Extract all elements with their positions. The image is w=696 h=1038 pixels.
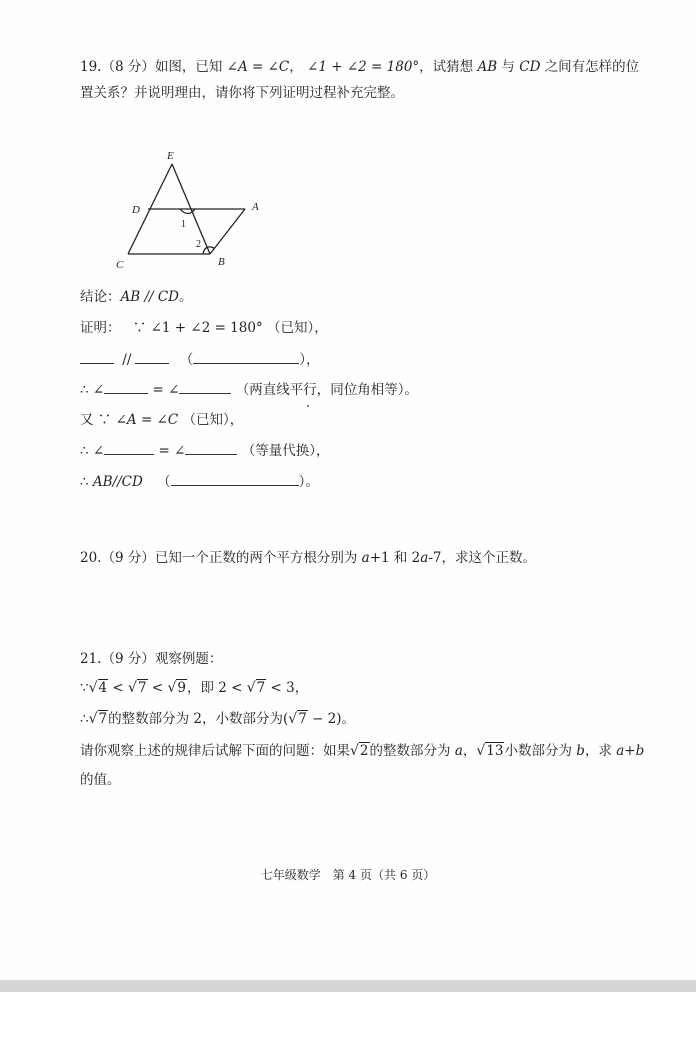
q19-cd: CD xyxy=(519,59,541,75)
q19-proof-step2 xyxy=(80,350,319,370)
therefore-angle: ∴ ∠ xyxy=(80,443,105,459)
q21-line2 xyxy=(80,678,308,698)
page-separator xyxy=(0,980,696,992)
q21-line1: 21.（9 分）观察例题： xyxy=(80,651,223,667)
because-symbol: ∵ xyxy=(80,680,89,696)
q19-conclusion xyxy=(80,287,193,307)
q21-text: 小数部分为 xyxy=(504,743,577,759)
parallel-symbol: // xyxy=(122,352,132,368)
proof-reason: （等量代换）， xyxy=(241,443,330,459)
q19-ab: AB xyxy=(477,59,498,75)
equals-angle: = ∠ xyxy=(152,382,180,398)
q19-text: 与 xyxy=(497,59,520,75)
sqrt-7: √7 xyxy=(128,680,147,696)
q19-text: 。 xyxy=(179,289,193,305)
q21-line3 xyxy=(80,709,355,729)
proof-label: 证明： xyxy=(80,320,121,336)
label-a: A xyxy=(252,201,259,213)
q21-text: 的整数部分为 xyxy=(369,743,455,759)
q19-given-angle: ∠A = ∠C xyxy=(226,59,290,75)
reason-blank[interactable] xyxy=(193,350,299,364)
q19-proof-step3 xyxy=(80,380,418,400)
answer-blank[interactable] xyxy=(135,350,169,364)
label-angle-1: 1 xyxy=(181,219,186,230)
stray-mark xyxy=(307,405,309,407)
sqrt-13: √13 xyxy=(476,743,504,759)
q20-line xyxy=(80,548,536,568)
q19-proof-step6 xyxy=(80,472,319,492)
proof-reason: （已知）， xyxy=(182,412,244,428)
q21-text: < 3， xyxy=(266,680,309,696)
answer-blank[interactable] xyxy=(80,350,114,364)
proof-given: ∠A = ∠C xyxy=(115,412,179,428)
therefore: ∴ xyxy=(80,474,93,490)
q19-proof-step5 xyxy=(80,441,329,461)
q19-given-sum: ∠1 + ∠2 = 180° xyxy=(307,59,420,75)
answer-blank[interactable] xyxy=(104,380,148,394)
answer-blank[interactable] xyxy=(104,441,154,455)
label-c: C xyxy=(116,259,124,270)
q20-text: +1 和 2 xyxy=(369,550,421,566)
q21-text: 的整数部分为 2，小数部分为( xyxy=(108,711,289,727)
reason-blank[interactable] xyxy=(171,472,299,486)
q20-text: -7，求这个正数。 xyxy=(428,550,536,566)
sqrt-2: √2 xyxy=(350,743,369,759)
sqrt-4: √4 xyxy=(88,680,108,696)
label-d: D xyxy=(132,204,140,216)
conclusion-label: 结论： xyxy=(80,289,121,305)
q21-text: − 2)。 xyxy=(307,711,356,727)
q21-text: ， xyxy=(462,743,477,759)
less-than: < xyxy=(147,680,168,696)
answer-blank[interactable] xyxy=(185,441,237,455)
q20-var: a xyxy=(420,550,429,566)
label-angle-2: 2 xyxy=(196,239,201,250)
label-e: E xyxy=(167,150,174,162)
q19-text: 之间有怎样的位 xyxy=(540,59,640,75)
sqrt-9: √9 xyxy=(167,680,186,696)
q19-text: ， xyxy=(289,59,308,75)
q19-line1 xyxy=(80,57,639,77)
line-ab xyxy=(210,209,245,254)
less-than: < xyxy=(108,680,129,696)
sqrt-7: √7 xyxy=(246,680,266,696)
q19-proof-step1 xyxy=(80,318,328,338)
proof-reason: （已知）， xyxy=(267,320,328,336)
q21-text: ，即 2 < xyxy=(186,680,247,696)
q19-proof-step4 xyxy=(80,410,243,430)
q21-text: ，求 xyxy=(584,743,617,759)
q21-var: a xyxy=(454,743,463,759)
therefore-angle: ∴ ∠ xyxy=(80,382,105,398)
therefore-symbol: ∴ xyxy=(80,711,89,727)
geometry-figure xyxy=(110,146,270,270)
paren-open: （ xyxy=(157,474,171,490)
equals-angle: = ∠ xyxy=(158,443,186,459)
paren-open: （ xyxy=(179,352,194,368)
q21-line4 xyxy=(80,741,644,761)
q21-line5: 的值。 xyxy=(80,772,121,788)
label-b: B xyxy=(218,256,225,268)
proof-conclusion: AB//CD xyxy=(92,474,143,490)
q20-text: 20.（9 分）已知一个正数的两个平方根分别为 xyxy=(80,550,362,566)
conclusion-statement: AB // CD xyxy=(120,289,180,305)
paren-close: ）， xyxy=(299,352,320,368)
q21-var: b xyxy=(576,743,585,759)
answer-blank[interactable] xyxy=(179,380,231,394)
page-footer: 七年级数学 第 4 页（共 6 页） xyxy=(260,868,436,882)
sqrt-7: √7 xyxy=(288,711,307,727)
proof-reason: （两直线平行，同位角相等）。 xyxy=(235,382,418,398)
q19-line2: 置关系？并说明理由，请你将下列证明过程补充完整。 xyxy=(80,85,404,101)
q19-text: 19.（8 分）如图，已知 xyxy=(80,59,227,75)
also-because: 又 ∵ xyxy=(80,412,116,428)
proof-given: ∵ ∠1 + ∠2 = 180° xyxy=(132,320,263,336)
sqrt-7: √7 xyxy=(88,711,108,727)
q19-text: ，试猜想 xyxy=(419,59,478,75)
q21-var: a+b xyxy=(616,743,645,759)
q21-text: 请你观察上述的规律后试解下面的问题：如果 xyxy=(80,743,350,759)
q20-var: a xyxy=(361,550,370,566)
paren-close: ）。 xyxy=(298,474,319,490)
